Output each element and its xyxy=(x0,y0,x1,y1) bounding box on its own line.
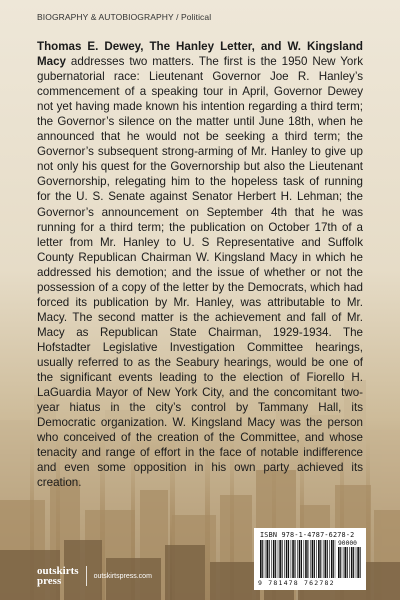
isbn-number: ISBN 978-1-4787-6278-2 xyxy=(260,531,355,539)
publisher-logo-wordmark: outskirts press xyxy=(37,565,79,587)
back-cover-blurb xyxy=(37,39,363,490)
book-category: BIOGRAPHY & AUTOBIOGRAPHY / Political xyxy=(37,12,212,22)
isbn-barcode xyxy=(254,528,366,590)
logo-divider xyxy=(86,566,87,586)
barcode-digits: 9 781478 762782 xyxy=(258,579,335,587)
blurb-body: addresses two matters. The first is the 1950 New York gubernatorial race: Lieutenant Governor Joe R. Hanley’s commencement of a speaking tour in April, Governor Dewey not yet having made known his intention regarding a third term; the Governor’s silence on the matter until June 18th, when he announced that he would not be seeking a third term; the Governor’s subsequent strong-arming of Mr. Hanley to give up not only his quest for the Governorship but also the Lieutenant Governorship, relegating him to the hopeless task of running for the U. S. Senate against Senator Herbert H. Lehman; the Governor’s announcement on September 4th that he was running for a third term; the publication on October 17th of a letter from Mr. Hanley to U. S Representative and Suffolk County Republican Chairman W. Kingsland Macy in which he addressed his demotion; and the issue of whether or not the possession of a copy of the letter by the Democrats, which had forced its publication by Mr. Hanley, was attributable to Mr. Macy. The second matter is the achievement and fall of Mr. Macy as Republican State Chairman, 1929-1934. The Hofstadter Legislative Investigation Committee hearings, usually referred to as the Seabury hearings, would be one of the significant events leading to the election of Fiorello H. LaGuardia Mayor of New York City, and the concomitant two-year hiatus in the city’s control by Tammany Hall, its Democratic organization. W. Kingsland Macy was the person who conceived of the creation of the Committee, and whose tenacity and range of effort in the face of notable indifference and even some opposition in his own party achieved its creation. xyxy=(37,55,363,490)
publisher-logo xyxy=(37,566,152,586)
publisher-url: outskirtspress.com xyxy=(93,572,152,580)
barcode-bars xyxy=(260,540,336,578)
price-code: 90000 xyxy=(338,540,357,547)
blurb-title: Thomas E. Dewey, The Hanley Letter, and W. Kingsland Macy xyxy=(37,40,363,69)
price-barcode-bars xyxy=(338,547,362,578)
